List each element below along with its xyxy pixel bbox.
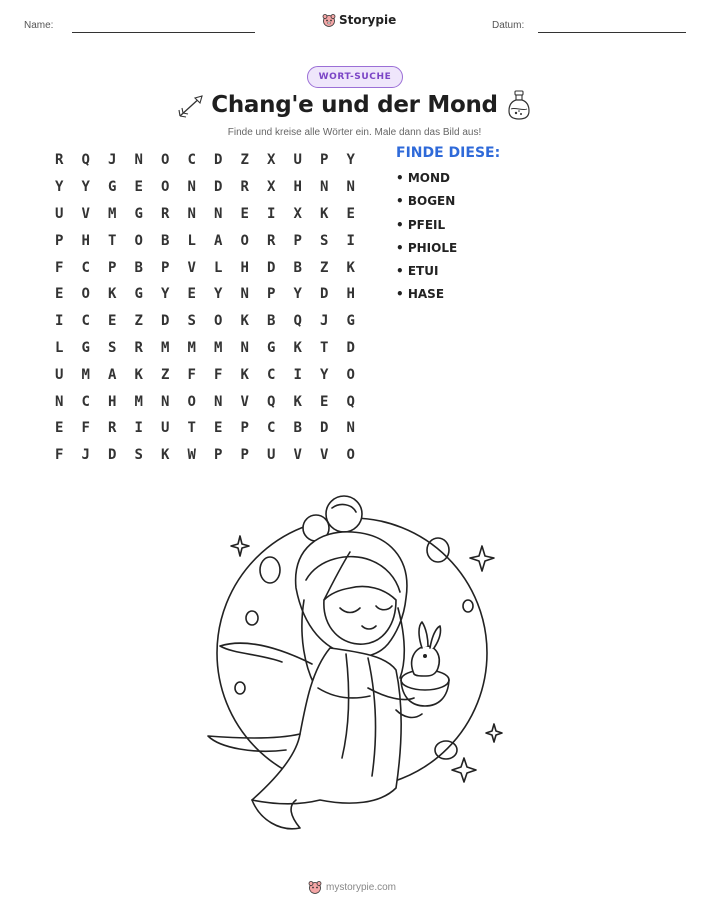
grid-letter[interactable]: B: [293, 259, 302, 276]
grid-letter[interactable]: I: [55, 313, 64, 330]
sparkle-icon: [486, 724, 502, 742]
grid-letter[interactable]: B: [293, 420, 302, 437]
grid-row: [46, 361, 364, 388]
word-item: • HASE: [396, 287, 445, 302]
grid-letter[interactable]: N: [161, 393, 170, 410]
grid-letter[interactable]: B: [134, 259, 143, 276]
grid-letter[interactable]: U: [161, 420, 170, 437]
worksheet-type-badge: WORT-SUCHE: [307, 66, 403, 88]
grid-letter[interactable]: Y: [55, 179, 64, 196]
grid-letter[interactable]: V: [293, 447, 302, 464]
grid-letter[interactable]: K: [108, 286, 117, 303]
sparkle-icon: [452, 758, 476, 782]
grid-letter[interactable]: V: [81, 205, 90, 222]
grid-letter[interactable]: K: [293, 339, 302, 356]
grid-letter[interactable]: E: [55, 286, 64, 303]
grid-letter[interactable]: E: [320, 393, 329, 410]
grid-letter[interactable]: N: [346, 420, 355, 437]
grid-letter[interactable]: K: [134, 366, 143, 383]
grid-letter[interactable]: E: [108, 313, 117, 330]
grid-letter[interactable]: E: [240, 205, 249, 222]
grid-letter[interactable]: K: [240, 366, 249, 383]
grid-letter[interactable]: O: [134, 232, 143, 249]
grid-letter[interactable]: Z: [320, 259, 329, 276]
grid-letter[interactable]: N: [214, 205, 223, 222]
sparkle-icon: [231, 536, 249, 556]
potion-bottle-icon: [507, 89, 531, 121]
grid-letter[interactable]: H: [293, 179, 302, 196]
word-list-title: FINDE DIESE:: [396, 145, 501, 161]
grid-letter[interactable]: P: [240, 420, 249, 437]
grid-letter[interactable]: M: [81, 366, 90, 383]
grid-letter[interactable]: G: [267, 339, 276, 356]
grid-letter[interactable]: F: [81, 420, 90, 437]
name-line[interactable]: [72, 32, 255, 33]
grid-letter[interactable]: S: [108, 339, 117, 356]
grid-letter[interactable]: R: [134, 339, 143, 356]
grid-letter[interactable]: V: [320, 447, 329, 464]
grid-letter[interactable]: J: [108, 152, 117, 169]
grid-letter[interactable]: F: [187, 366, 196, 383]
grid-letter[interactable]: G: [108, 179, 117, 196]
grid-letter[interactable]: T: [187, 420, 196, 437]
grid-letter[interactable]: V: [187, 259, 196, 276]
grid-letter[interactable]: Y: [161, 286, 170, 303]
grid-row: [46, 388, 364, 415]
grid-row: [46, 415, 364, 442]
grid-letter[interactable]: G: [134, 205, 143, 222]
grid-letter[interactable]: Y: [81, 179, 90, 196]
grid-letter[interactable]: N: [134, 152, 143, 169]
grid-letter[interactable]: O: [214, 313, 223, 330]
grid-letter[interactable]: O: [346, 447, 355, 464]
grid-letter[interactable]: N: [346, 179, 355, 196]
grid-letter[interactable]: Q: [81, 152, 90, 169]
grid-letter[interactable]: C: [267, 366, 276, 383]
grid-letter[interactable]: O: [161, 179, 170, 196]
brand-name: Storypie: [339, 13, 397, 27]
grid-letter[interactable]: X: [267, 179, 276, 196]
grid-letter[interactable]: K: [346, 259, 355, 276]
grid-letter[interactable]: M: [108, 205, 117, 222]
grid-letter[interactable]: L: [187, 232, 196, 249]
grid-letter[interactable]: P: [240, 447, 249, 464]
grid-letter[interactable]: O: [161, 152, 170, 169]
grid-letter[interactable]: B: [267, 313, 276, 330]
date-line[interactable]: [538, 32, 686, 33]
grid-letter[interactable]: O: [81, 286, 90, 303]
grid-letter[interactable]: N: [55, 393, 64, 410]
grid-letter[interactable]: E: [55, 420, 64, 437]
grid-row: [46, 174, 364, 201]
grid-letter[interactable]: B: [161, 232, 170, 249]
grid-letter[interactable]: Z: [240, 152, 249, 169]
instructions: Finde und kreise alle Wörter ein. Male dann das Bild aus!: [227, 127, 482, 138]
grid-letter[interactable]: S: [320, 232, 329, 249]
grid-letter[interactable]: W: [187, 447, 196, 464]
grid-letter[interactable]: E: [187, 286, 196, 303]
grid-letter[interactable]: N: [187, 179, 196, 196]
grid-letter[interactable]: C: [187, 152, 196, 169]
grid-letter[interactable]: R: [108, 420, 117, 437]
grid-letter[interactable]: L: [55, 339, 64, 356]
grid-letter[interactable]: N: [187, 205, 196, 222]
word-item: • BOGEN: [396, 194, 456, 209]
word-item: • ETUI: [396, 264, 439, 279]
grid-letter[interactable]: P: [161, 259, 170, 276]
grid-letter[interactable]: I: [346, 232, 355, 249]
grid-letter[interactable]: D: [320, 286, 329, 303]
grid-letter[interactable]: K: [161, 447, 170, 464]
grid-letter[interactable]: M: [187, 339, 196, 356]
grid-letter[interactable]: E: [214, 420, 223, 437]
grid-letter[interactable]: K: [240, 313, 249, 330]
grid-letter[interactable]: N: [320, 179, 329, 196]
grid-letter[interactable]: G: [134, 286, 143, 303]
grid-letter[interactable]: T: [108, 232, 117, 249]
grid-letter[interactable]: H: [81, 232, 90, 249]
word-list: [396, 145, 500, 311]
grid-letter[interactable]: V: [240, 393, 249, 410]
grid-letter[interactable]: I: [267, 205, 276, 222]
grid-letter[interactable]: P: [293, 232, 302, 249]
grid-letter[interactable]: R: [240, 179, 249, 196]
word-item: • PFEIL: [396, 217, 446, 232]
grid-letter[interactable]: D: [108, 447, 117, 464]
grid-letter[interactable]: M: [134, 393, 143, 410]
storypie-logo-icon: [322, 13, 336, 27]
coloring-illustration[interactable]: [200, 488, 520, 848]
grid-letter[interactable]: Z: [161, 366, 170, 383]
grid-row: [46, 281, 364, 308]
grid-letter[interactable]: A: [214, 232, 223, 249]
grid-letter[interactable]: U: [293, 152, 302, 169]
grid-letter[interactable]: U: [55, 205, 64, 222]
grid-letter[interactable]: G: [346, 313, 355, 330]
grid-letter[interactable]: D: [214, 152, 223, 169]
grid-letter[interactable]: L: [214, 259, 223, 276]
grid-letter[interactable]: P: [214, 447, 223, 464]
grid-letter[interactable]: C: [267, 420, 276, 437]
grid-letter[interactable]: S: [187, 313, 196, 330]
grid-letter[interactable]: Q: [293, 313, 302, 330]
grid-letter[interactable]: F: [214, 366, 223, 383]
grid-letter[interactable]: P: [320, 152, 329, 169]
grid-row: [46, 227, 364, 254]
grid-letter[interactable]: Q: [346, 393, 355, 410]
grid-letter[interactable]: D: [267, 259, 276, 276]
grid-letter[interactable]: C: [81, 393, 90, 410]
grid-letter[interactable]: F: [55, 447, 64, 464]
date-label: Datum:: [492, 20, 525, 31]
grid-letter[interactable]: S: [134, 447, 143, 464]
grid-letter[interactable]: O: [187, 393, 196, 410]
grid-letter[interactable]: D: [320, 420, 329, 437]
grid-letter[interactable]: Q: [267, 393, 276, 410]
grid-letter[interactable]: K: [293, 393, 302, 410]
word-item: • MOND: [396, 171, 450, 185]
grid-letter[interactable]: I: [134, 420, 143, 437]
grid-letter[interactable]: Z: [134, 313, 143, 330]
grid-letter[interactable]: O: [346, 366, 355, 383]
grid-letter[interactable]: O: [240, 232, 249, 249]
name-label: Name:: [24, 20, 54, 31]
grid-letter[interactable]: Y: [320, 366, 329, 383]
storypie-logo-icon: [308, 880, 322, 894]
grid-letter[interactable]: R: [55, 152, 64, 169]
page-title: Chang'e und der Mond: [211, 92, 498, 118]
grid-row: [46, 254, 364, 281]
grid-row: [46, 442, 364, 469]
footer-url[interactable]: mystorypie.com: [326, 881, 397, 893]
grid-letter[interactable]: N: [240, 286, 249, 303]
grid-letter[interactable]: J: [81, 447, 90, 464]
grid-letter[interactable]: H: [240, 259, 249, 276]
grid-letter[interactable]: N: [214, 393, 223, 410]
brand-logo: [322, 13, 396, 27]
grid-letter[interactable]: E: [346, 205, 355, 222]
grid-letter[interactable]: D: [214, 179, 223, 196]
grid-letter[interactable]: Y: [214, 286, 223, 303]
grid-letter[interactable]: P: [108, 259, 117, 276]
grid-letter[interactable]: H: [346, 286, 355, 303]
grid-letter[interactable]: T: [320, 339, 329, 356]
grid-letter[interactable]: P: [55, 232, 64, 249]
grid-letter[interactable]: P: [267, 286, 276, 303]
grid-letter[interactable]: K: [320, 205, 329, 222]
grid-row: [46, 147, 364, 174]
grid-letter[interactable]: R: [161, 205, 170, 222]
grid-row: [46, 308, 364, 335]
grid-letter[interactable]: C: [81, 313, 90, 330]
grid-letter[interactable]: D: [161, 313, 170, 330]
grid-letter[interactable]: F: [55, 259, 64, 276]
grid-letter[interactable]: X: [267, 152, 276, 169]
word-item: • PHIOLE: [396, 240, 458, 255]
grid-letter[interactable]: A: [108, 366, 117, 383]
grid-letter[interactable]: J: [320, 313, 329, 330]
grid-row: [46, 201, 364, 228]
grid-letter[interactable]: E: [134, 179, 143, 196]
footer: [308, 880, 396, 894]
grid-letter[interactable]: U: [55, 366, 64, 383]
grid-letter[interactable]: N: [240, 339, 249, 356]
grid-letter[interactable]: R: [267, 232, 276, 249]
grid-letter[interactable]: Y: [293, 286, 302, 303]
grid-letter[interactable]: I: [293, 366, 302, 383]
sparkle-icon: [470, 546, 494, 571]
grid-letter[interactable]: M: [214, 339, 223, 356]
grid-letter[interactable]: C: [81, 259, 90, 276]
grid-letter[interactable]: M: [161, 339, 170, 356]
word-search-grid[interactable]: [46, 147, 364, 469]
grid-letter[interactable]: U: [267, 447, 276, 464]
grid-row: [46, 335, 364, 362]
grid-letter[interactable]: X: [293, 205, 302, 222]
grid-letter[interactable]: H: [108, 393, 117, 410]
grid-letter[interactable]: G: [81, 339, 90, 356]
grid-letter[interactable]: D: [346, 339, 355, 356]
grid-letter[interactable]: Y: [346, 152, 355, 169]
